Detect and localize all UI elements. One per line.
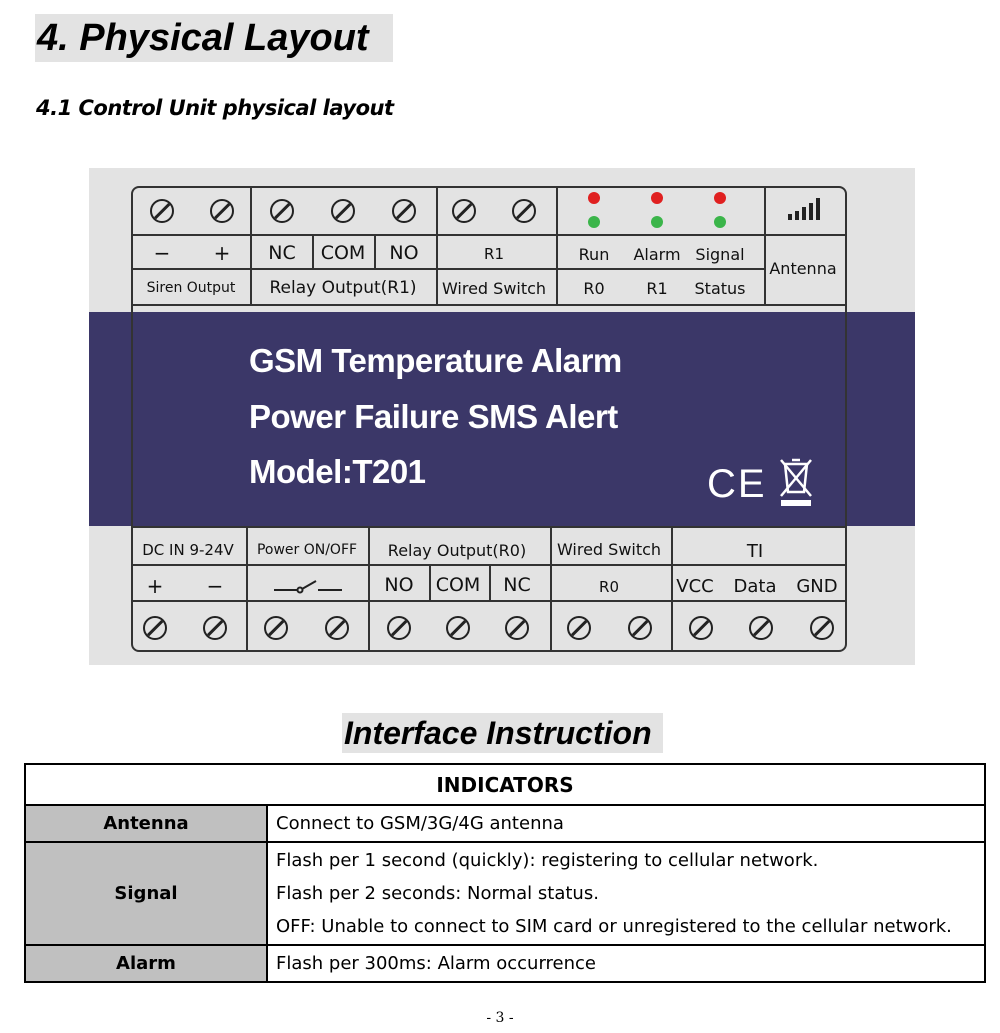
alarm-led-green [651,216,663,228]
r0-no-label: NO [384,574,414,596]
terminal-screw-icon [810,616,834,640]
terminal-screw-icon [203,616,227,640]
row-line: Connect to GSM/3G/4G antenna [276,813,564,834]
r1-no-label: NO [389,242,419,264]
interface-instruction-title: Interface Instruction [342,713,663,753]
terminal-screw-icon [331,199,355,223]
relay-output-r0-label: Relay Output(R0) [387,541,527,560]
siren-plus-label: + [213,241,231,265]
table-row [25,842,985,945]
r1-label: R1 [646,279,668,298]
gnd-label: GND [796,576,838,597]
row-key: Signal [25,842,267,945]
terminal-screw-icon [567,616,591,640]
dc-minus-label: − [206,574,224,598]
led-alarm-label: Alarm [633,245,681,264]
table-row [25,805,985,842]
row-value [267,945,985,982]
terminal-screw-icon [143,616,167,640]
led-run-label: Run [578,245,610,264]
terminal-screw-icon [150,199,174,223]
ti-label: TI [746,541,764,562]
terminal-screw-icon [264,616,288,640]
dc-plus-label: + [146,574,164,598]
power-switch-icon [274,578,342,596]
signal-led-red [714,192,726,204]
section-subheading: 4.1 Control Unit physical layout [36,96,394,120]
table-row [25,945,985,982]
siren-minus-label: − [153,241,171,265]
device-diagram [89,168,915,665]
wired-switch-label: Wired Switch [441,279,547,298]
terminal-screw-icon [392,199,416,223]
terminal-screw-icon [270,199,294,223]
run-led-red [588,192,600,204]
terminal-screw-icon [446,616,470,640]
signal-led-green [714,216,726,228]
r0-com-label: COM [435,574,481,596]
wired-switch-bottom-label: Wired Switch [556,540,662,559]
page-heading: 4. Physical Layout [35,14,393,62]
r0-nc-label: NC [503,574,531,596]
row-line: Flash per 1 second (quickly): registering to cellular network. [276,850,819,871]
row-value [267,842,985,945]
indicators-table [24,763,986,983]
ce-mark: CE [707,462,767,506]
vcc-label: VCC [676,576,714,597]
terminal-screw-icon [505,616,529,640]
band-title-line1: GSM Temperature Alarm [249,342,622,379]
antenna-label: Antenna [769,259,837,278]
terminal-screw-icon [210,199,234,223]
terminal-screw-icon [628,616,652,640]
terminal-screw-icon [325,616,349,640]
table-header-row [25,764,985,805]
row-value [267,805,985,842]
run-led-green [588,216,600,228]
wired-switch-r1-label: R1 [484,245,504,263]
terminal-screw-icon [749,616,773,640]
table-header: INDICATORS [25,764,985,805]
terminal-screw-icon [452,199,476,223]
band-title-line2: Power Failure SMS Alert [249,398,618,435]
band-model: Model:T201 [249,453,426,490]
terminal-screw-icon [387,616,411,640]
terminal-screw-icon [689,616,713,640]
data-label: Data [733,576,777,597]
siren-output-label: Siren Output [146,280,236,296]
r0-label: R0 [583,279,605,298]
led-signal-label: Signal [695,245,745,264]
relay-output-r1-label: Relay Output(R1) [269,278,417,298]
terminal-screw-icon [512,199,536,223]
alarm-led-red [651,192,663,204]
row-line: Flash per 2 seconds: Normal status. [276,883,599,904]
row-key: Alarm [25,945,267,982]
row-key: Antenna [25,805,267,842]
dc-in-label: DC IN 9-24V [142,541,234,559]
page-number: - 3 - [486,1010,514,1026]
wired-switch-r0-label: R0 [599,578,619,596]
status-label: Status [694,279,746,298]
r1-nc-label: NC [268,242,296,264]
row-line: Flash per 300ms: Alarm occurrence [276,953,597,974]
row-line: OFF: Unable to connect to SIM card or unregistered to the cellular network. [276,916,952,937]
signal-bars-icon [788,198,824,220]
r1-com-label: COM [320,242,366,264]
power-onoff-label: Power ON/OFF [256,542,358,558]
